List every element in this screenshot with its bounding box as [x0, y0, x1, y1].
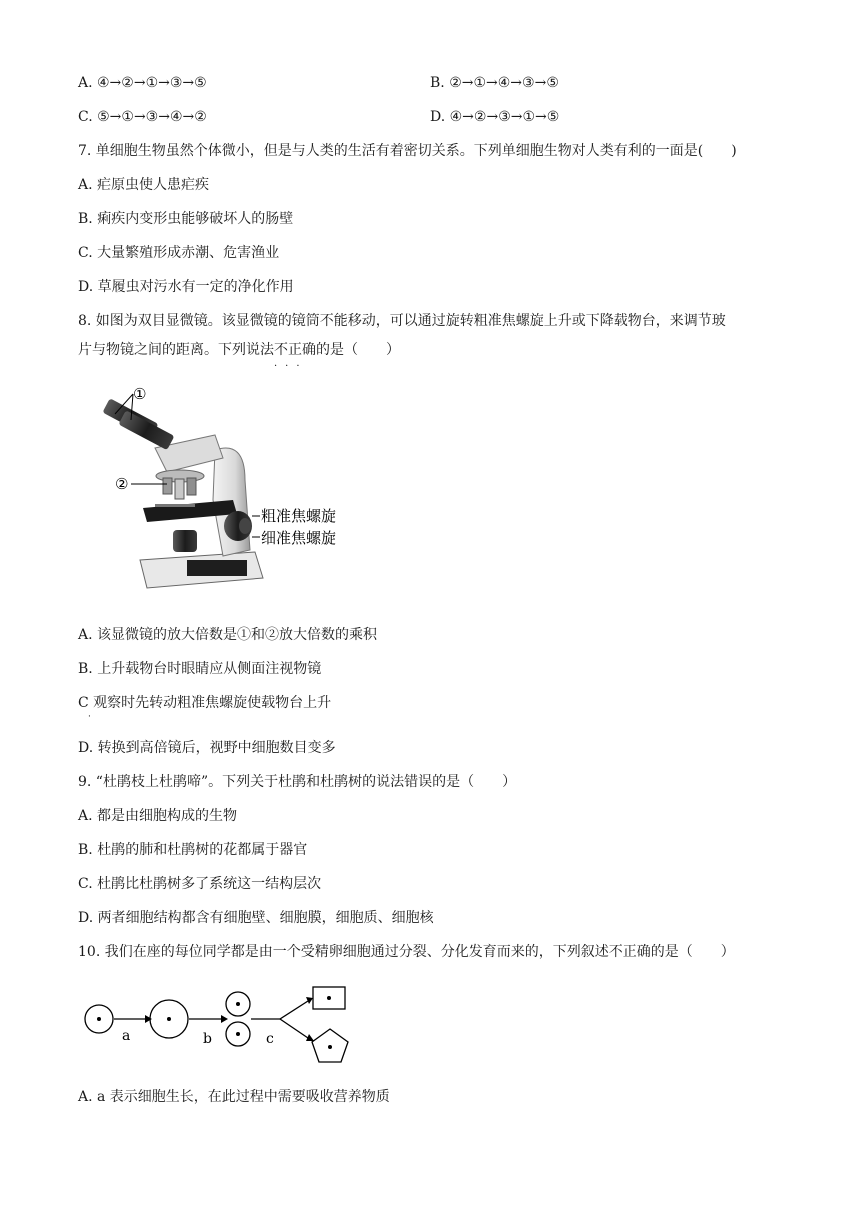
- q6-option-c: C. ⑤→①→③→④→②: [78, 109, 207, 125]
- q8-stem-emphasis: [274, 342, 316, 372]
- arrow-c-upper-head: [306, 997, 313, 1004]
- label-b: b: [203, 1031, 212, 1047]
- q9-option-a: A. 都是由细胞构成的生物: [78, 808, 238, 824]
- label-eyepiece: ①: [133, 385, 147, 403]
- q6-option-a: A. ④→②→①→③→⑤: [78, 75, 207, 91]
- q8-stem-line2: [78, 340, 400, 372]
- q7-stem: 7. 单细胞生物虽然个体微小，但是与人类的生活有着密切关系。下列单细胞生物对人类有利的一面是( ): [78, 143, 737, 159]
- label-objective: ②: [115, 475, 129, 493]
- objective-1: [163, 478, 172, 494]
- q9-option-b: B. 杜鹃的肺和杜鹃树的花都属于器官: [78, 842, 308, 858]
- arrow-b-head: [221, 1015, 228, 1023]
- q9-option-d: D. 两者细胞结构都含有细胞壁、细胞膜，细胞质、细胞核: [78, 910, 434, 926]
- q8-option-c: C 观察时先转动粗准焦螺旋使载物台上升: [78, 695, 332, 711]
- slide-clip: [155, 504, 195, 507]
- cell-development-figure: [80, 983, 370, 1073]
- q6-option-d: D. ④→②→③→①→⑤: [430, 109, 560, 125]
- objective-3: [187, 478, 196, 495]
- label-c: c: [266, 1031, 274, 1047]
- q7-option-d: D. 草履虫对污水有一定的净化作用: [78, 279, 294, 295]
- dot-mark: ·: [88, 712, 91, 722]
- q8-stem-line1: 8. 如图为双目显微镜。该显微镜的镜筒不能移动，可以通过旋转粗准焦螺旋上升或下降载物台，来调节玻: [78, 313, 726, 329]
- q8-emphasis-text: 不正确: [274, 342, 316, 358]
- nucleus-1: [97, 1017, 101, 1021]
- arrow-c-upper: [280, 1001, 308, 1019]
- q10-option-a: A. a 表示细胞生长，在此过程中需要吸收营养物质: [78, 1089, 390, 1105]
- q9-option-c: C. 杜鹃比杜鹃树多了系统这一结构层次: [78, 876, 322, 892]
- arrow-c-lower: [280, 1019, 308, 1038]
- arrow-a-head: [145, 1015, 152, 1023]
- emphasis-dots: ···: [274, 361, 308, 372]
- q8-stem-pre: 片与物镜之间的距离。下列说法: [78, 342, 274, 358]
- q7-option-b: B. 痢疾内变形虫能够破坏人的肠壁: [78, 211, 294, 227]
- q8-stem-post: 的是（ ）: [316, 342, 400, 358]
- microscope-figure: [95, 380, 375, 610]
- nucleus-4: [236, 1032, 240, 1036]
- q8-option-d: D. 转换到高倍镜后，视野中细胞数目变多: [78, 740, 336, 756]
- eyepiece-right: [118, 410, 174, 450]
- nucleus-6: [328, 1045, 332, 1049]
- q7-option-c: C. 大量繁殖形成赤潮、危害渔业: [78, 245, 280, 261]
- label-a: a: [122, 1028, 131, 1044]
- objective-2: [175, 479, 184, 499]
- nucleus-3: [236, 1002, 240, 1006]
- nucleus-5: [327, 996, 331, 1000]
- base-panel: [187, 560, 247, 576]
- q8-option-b: B. 上升载物台时眼睛应从侧面注视物镜: [78, 661, 322, 677]
- label-fine-focus: 细准焦螺旋: [261, 529, 337, 547]
- condenser: [173, 530, 197, 552]
- q7-option-a: A. 疟原虫使人患疟疾: [78, 177, 210, 193]
- q9-stem: 9. “杜鹃枝上杜鹃啼”。下列关于杜鹃和杜鹃树的说法错误的是（ ）: [78, 774, 517, 790]
- q8-option-a: A. 该显微镜的放大倍数是①和②放大倍数的乘积: [78, 627, 378, 643]
- nucleus-2: [167, 1017, 171, 1021]
- q10-stem: 10. 我们在座的每位同学都是由一个受精卵细胞通过分裂、分化发育而来的，下列叙述不正确的是（ ）: [78, 944, 735, 960]
- label-coarse-focus: 粗准焦螺旋: [261, 507, 337, 525]
- fine-focus-knob: [239, 518, 251, 534]
- q6-option-b: B. ②→①→④→③→⑤: [430, 75, 559, 91]
